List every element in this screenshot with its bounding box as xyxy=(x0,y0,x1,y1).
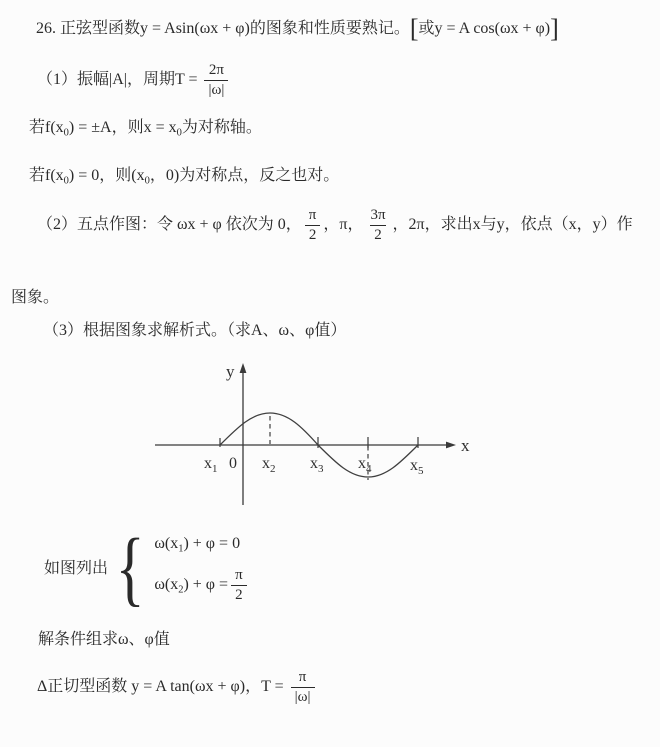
tangent-note-text: Δ正切型函数 y = A tan(ωx + φ)，T = xyxy=(37,677,284,695)
right-square-bracket: ] xyxy=(550,14,559,43)
system-equations xyxy=(154,534,249,604)
symmetry-axis-seg1: 若f(x xyxy=(29,119,64,136)
x2-subscript: 2 xyxy=(270,463,276,475)
symmetry-point-line xyxy=(29,166,339,185)
item3-text: （3）根据图象求解析式。（求A、ω、φ值） xyxy=(43,322,347,339)
problem-title-line xyxy=(36,14,559,43)
symmetry-axis-seg3: 为对称轴。 xyxy=(181,119,262,136)
half-pi-fraction xyxy=(305,207,321,244)
eq2-fraction-numerator: π xyxy=(235,567,243,584)
eq2-seg2: ) + φ = xyxy=(183,576,229,594)
sine-function-figure xyxy=(110,358,480,510)
symmetry-axis-line xyxy=(29,118,262,137)
symmetry-axis-seg2: ) = ±A，则x = x xyxy=(68,119,177,136)
three-half-pi-fraction xyxy=(366,207,389,244)
item2-continuation-line xyxy=(11,288,59,307)
x3-tick-label xyxy=(310,455,324,475)
symmetry-point-seg2: ) = 0，则(x xyxy=(68,167,145,184)
tangent-period-fraction xyxy=(291,669,315,706)
half-pi-numerator: π xyxy=(308,207,317,223)
three-half-pi-denominator: 2 xyxy=(370,225,386,244)
tangent-period-denominator: |ω| xyxy=(291,687,315,706)
system-intro-text: 如图列出 xyxy=(44,560,109,578)
item2-seg3: ，2π，求出x与y，依点（x，y）作 xyxy=(392,215,633,233)
x4-subscript: 4 xyxy=(366,463,372,475)
subscript-zero: 0 xyxy=(176,127,182,139)
equation-system xyxy=(44,522,250,615)
subscript-zero: 0 xyxy=(144,175,150,187)
period-fraction-numerator: 2π xyxy=(208,62,224,78)
tangent-period-numerator: π xyxy=(298,669,307,685)
eq1-seg1: ω(x xyxy=(154,534,179,552)
half-pi-denominator: 2 xyxy=(305,225,321,244)
symmetry-point-seg3: ，0)为对称点，反之也对。 xyxy=(149,167,340,184)
item2-seg2: ，π， xyxy=(323,215,364,233)
system-left-brace: { xyxy=(115,522,145,615)
x1-tick-label xyxy=(204,455,218,475)
x-axis-arrow xyxy=(446,442,456,449)
x2-base: x xyxy=(262,455,270,472)
subscript-zero: 0 xyxy=(63,175,69,187)
item1-amplitude-period-line xyxy=(37,62,231,99)
x2-tick-label xyxy=(262,455,276,475)
period-fraction-denominator: |ω| xyxy=(204,80,228,99)
y-axis-arrow xyxy=(240,363,247,373)
x5-tick-label xyxy=(410,457,424,477)
equation-2 xyxy=(154,567,249,604)
solve-conditions-text: 解条件组求ω、φ值 xyxy=(38,631,170,648)
x4-tick-label xyxy=(358,455,372,475)
x3-subscript: 3 xyxy=(318,463,324,475)
subscript-zero: 0 xyxy=(63,127,69,139)
x-axis-label: x xyxy=(461,436,470,455)
eq2-fraction-denominator: 2 xyxy=(231,585,247,604)
x5-base: x xyxy=(410,457,418,474)
item2-five-point-line xyxy=(37,207,633,244)
tangent-note-line xyxy=(37,669,318,706)
eq2-seg1: ω(x xyxy=(154,576,179,594)
eq2-fraction xyxy=(231,567,247,604)
solve-conditions-line xyxy=(38,630,170,649)
period-fraction xyxy=(204,62,228,99)
x1-base: x xyxy=(204,455,212,472)
equation-1 xyxy=(154,534,249,553)
cosine-alternative-text: 或y = A cos(ωx + φ) xyxy=(418,20,551,37)
y-axis-label: y xyxy=(226,362,235,381)
x3-base: x xyxy=(310,455,318,472)
subscript-one: 1 xyxy=(178,543,184,555)
item3-line xyxy=(43,321,346,340)
eq1-seg2: ) + φ = 0 xyxy=(183,534,241,552)
left-square-bracket: [ xyxy=(409,14,419,43)
subscript-two: 2 xyxy=(178,584,184,596)
x4-base: x xyxy=(358,455,366,472)
item1-text: （1）振幅|A|，周期T = xyxy=(37,70,198,88)
x5-subscript: 5 xyxy=(418,465,424,477)
x1-subscript: 1 xyxy=(212,463,218,475)
item2-continuation-text: 图象。 xyxy=(11,289,60,306)
item2-seg1: （2）五点作图：令 ωx + φ 依次为 0， xyxy=(37,215,302,233)
origin-label: 0 xyxy=(229,455,237,472)
symmetry-point-seg1: 若f(x xyxy=(29,167,64,184)
problem-title-text: 26. 正弦型函数y = Asin(ωx + φ)的图象和性质要熟记。 xyxy=(36,20,410,37)
three-half-pi-numerator: 3π xyxy=(370,207,386,223)
